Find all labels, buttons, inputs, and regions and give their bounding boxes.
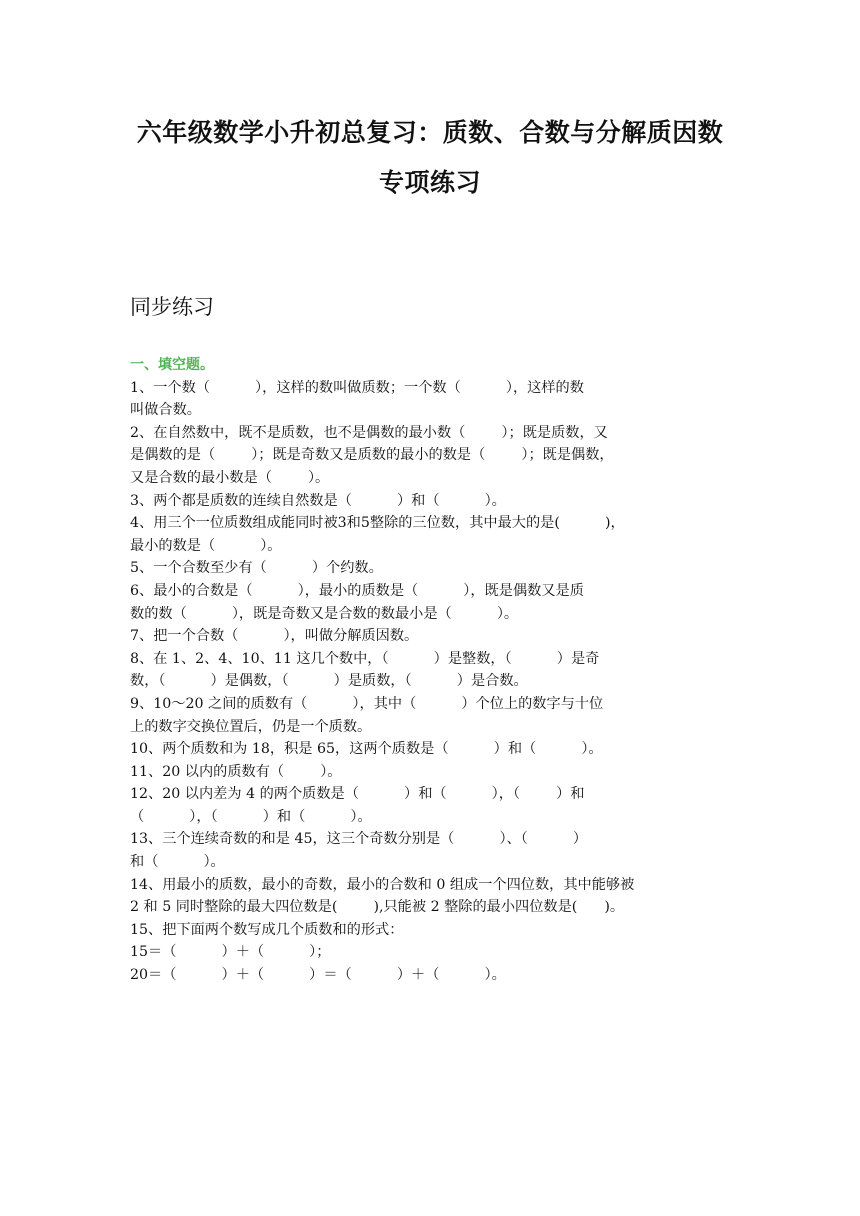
title-line-1: 六年级数学小升初总复习：质数、合数与分解质因数 [136,118,724,147]
question-line: 数，（ ）是偶数，（ ）是质数，（ ）是合数。 [130,673,528,690]
question-line: 2 和 5 同时整除的最大四位数是( ),只能被 2 整除的最小四位数是( )。 [130,899,625,916]
question-line: 13、三个连续奇数的和是 45，这三个奇数分别是（ ）、（ ） [130,831,588,848]
question-line: 10、两个质数和为 18，积是 65，这两个质数是（ ）和（ ）。 [130,741,603,758]
question-line: 14、用最小的质数，最小的奇数，最小的合数和 0 组成一个四位数，其中能够被 [130,876,635,893]
section-heading: 同步练习 [130,295,214,319]
document-title [0,108,860,208]
question-line: 20＝（ ）＋（ ）＝（ ）＋（ ）。 [130,967,506,984]
question-line: 6、最小的合数是（ ），最小的质数是（ ），既是偶数又是质 [130,582,584,599]
question-line: 是偶数的是（ ）；既是奇数又是质数的最小的数是（ ）；既是偶数， [130,447,614,464]
question-line: 15＝（ ）＋（ ）； [130,944,331,961]
question-line: 1、一个数（ ），这样的数叫做质数；一个数（ ），这样的数 [130,379,584,396]
question-line: 数的数（ ），既是奇数又是合数的数最小是（ ）。 [130,605,519,622]
question-line: 3、两个都是质数的连续自然数是（ ）和（ ）。 [130,492,506,509]
title-line-2: 专项练习 [378,168,481,197]
question-line: 5、一个合数至少有（ ）个约数。 [130,560,383,577]
question-line: （ ），（ ）和（ ）。 [130,808,372,825]
question-line: 和（ ）。 [130,854,225,871]
exercise-subheading: 一、填空题。 [130,357,214,373]
question-line: 又是合数的最小数是（ ）。 [130,469,330,486]
question-line: 7、把一个合数（ ），叫做分解质因数。 [130,628,419,645]
question-line: 叫做合数。 [130,402,201,419]
question-line: 8、在 1、2、4、10、11 这几个数中，（ ）是整数，（ ）是奇 [130,650,600,667]
question-line: 2、在自然数中，既不是质数，也不是偶数的最小数（ ）；既是质数，又 [130,424,608,441]
question-line: 上的数字交换位置后，仍是一个质数。 [130,718,372,735]
question-line: 4、用三个一位质数组成能同时被3和5整除的三位数，其中最大的是( )， [130,515,625,532]
question-line: 最小的数是（ ）。 [130,537,282,554]
exercise-content [130,354,732,987]
question-line: 9、10～20 之间的质数有（ ），其中（ ）个位上的数字与十位 [130,695,604,712]
question-line: 11、20 以内的质数有（ ）。 [130,763,342,780]
question-line: 12、20 以内差为 4 的两个质数是（ ）和（ ），（ ）和 [130,786,585,803]
question-line: 15、把下面两个数写成几个质数和的形式： [130,921,404,938]
